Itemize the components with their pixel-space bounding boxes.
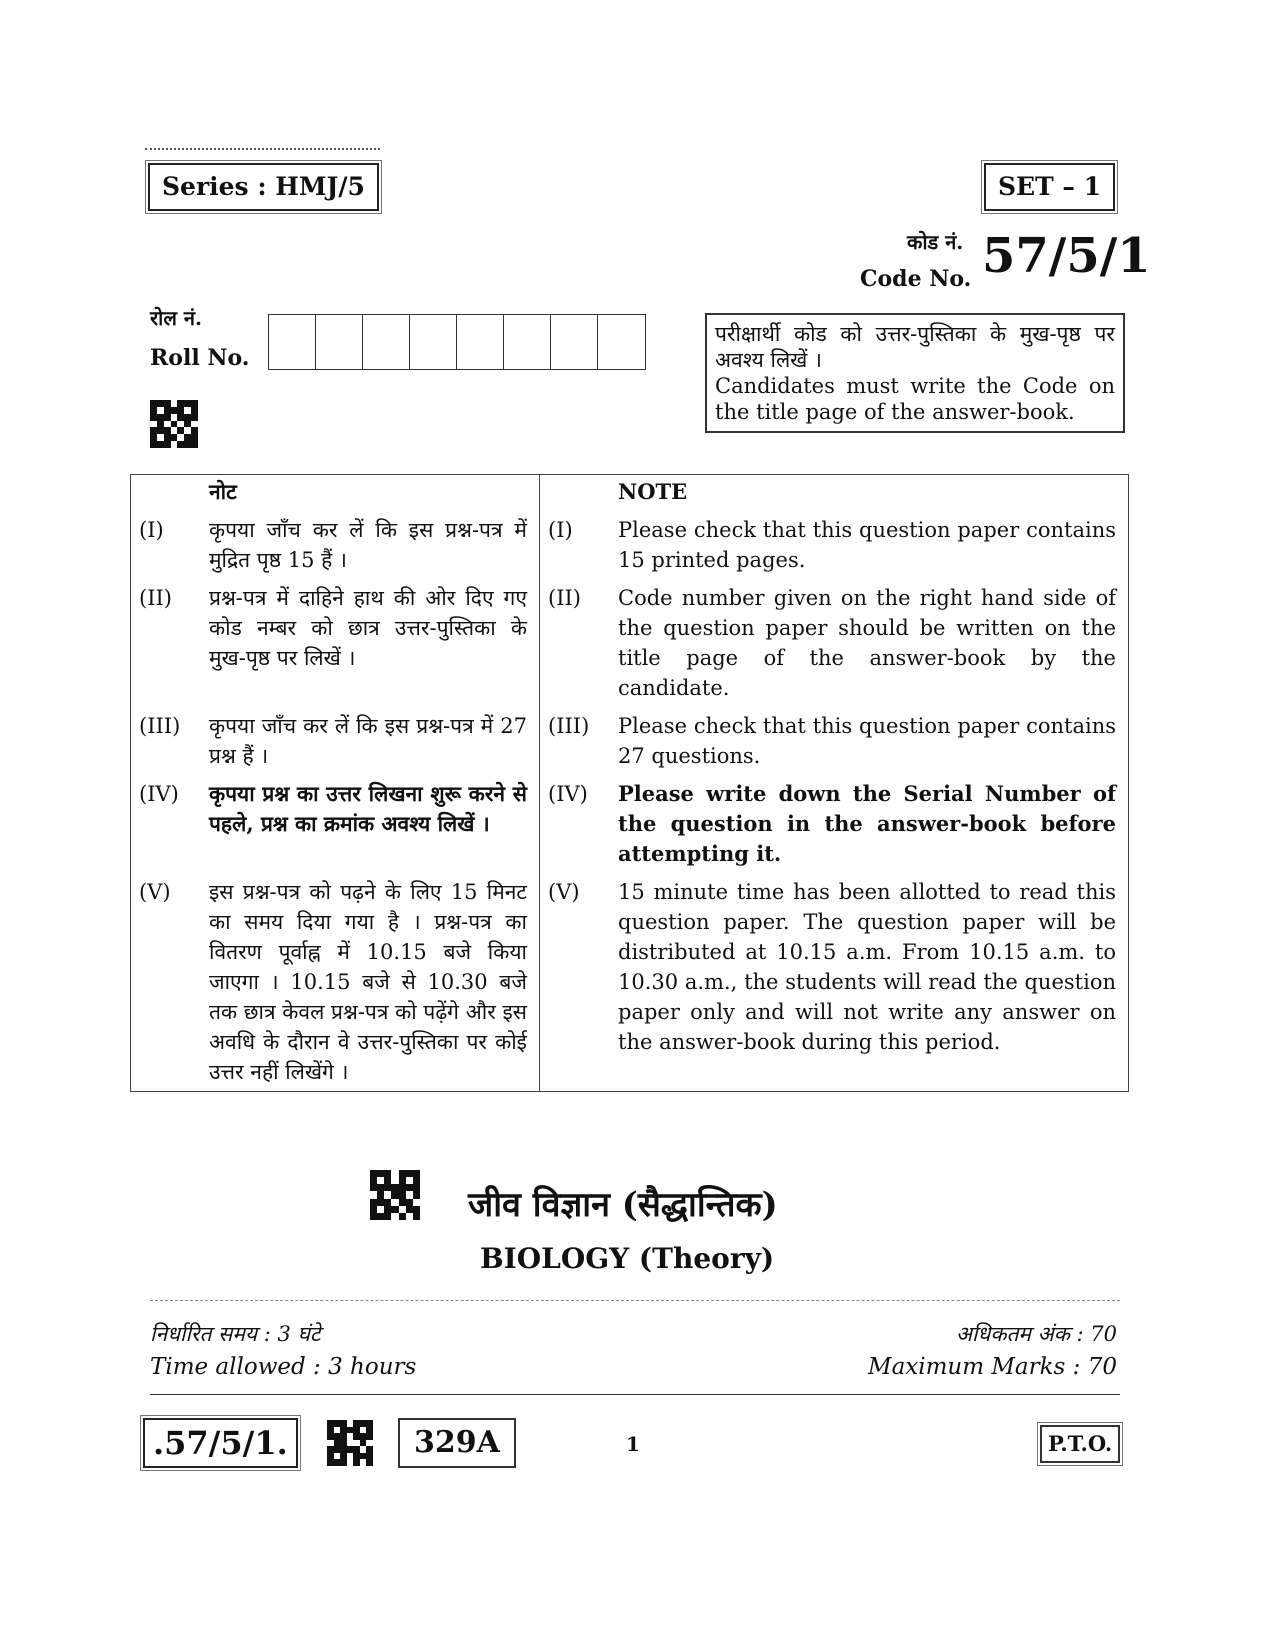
solid-divider (150, 1394, 1120, 1395)
note-text-hindi: इस प्रश्न-पत्र को पढ़ने के लिए 15 मिनट का समय दिया गया है । प्रश्न-पत्र का वितरण पूर्वाह्न में 10.15 बजे किया जाएगा । 10.15 बजे से 10.30 बजे तक छात्र केवल प्रश्न-पत्र को पढ़ेंगे और इस अवधि के दौरान वे उत्तर-पुस्तिका पर कोई उत्तर नहीं लिखेंगे । (209, 880, 527, 1084)
note-number: (IV) (540, 775, 619, 873)
note-text-hindi: कृपया जाँच कर लें कि इस प्रश्न-पत्र में मुद्रित पृष्ठ 15 हैं । (209, 518, 527, 572)
note-row (131, 707, 1129, 775)
roll-cell[interactable] (504, 315, 551, 369)
set-label: SET – 1 (984, 163, 1115, 211)
subject-title-hindi: जीव विज्ञान (सैद्धान्तिक) (468, 1185, 778, 1225)
note-text-hindi: प्रश्न-पत्र में दाहिने हाथ की ओर दिए गए कोड नम्बर को छात्र उत्तर-पुस्तिका के मुख-पृष्ठ पर लिखें । (209, 586, 527, 670)
roll-cell[interactable] (363, 315, 410, 369)
footer-paper-number: 329A (398, 1418, 516, 1468)
roll-cell[interactable] (598, 315, 645, 369)
note-number: (I) (139, 518, 164, 542)
qr-code-icon (327, 1420, 373, 1466)
roll-label-hindi: रोल नं. (150, 306, 202, 330)
note-text-english: Code number given on the right hand side of the question paper should be written on the title page of the answer-book by the candidate. (618, 586, 1116, 700)
subject-title-english: BIOLOGY (Theory) (480, 1242, 775, 1275)
note-number: (IV) (139, 782, 179, 806)
dotted-divider (150, 1300, 1120, 1301)
note-number: (I) (540, 511, 619, 579)
note-row (131, 511, 1129, 579)
time-allowed-hindi: निर्धारित समय : 3 घंटे (150, 1322, 321, 1346)
note-text-english: 15 minute time has been allotted to read this question paper. The question paper will be distributed at 10.15 a.m. From 10.15 a.m. to 10.30 a.m., the students will read the question paper only and will not write any answer on the answer-book during this period. (618, 880, 1116, 1054)
max-marks-hindi: अधिकतम अंक : 70 (955, 1322, 1117, 1346)
candidate-instruction-hindi: परीक्षार्थी कोड को उत्तर-पुस्तिका के मुख-पृष्ठ पर अवश्य लिखें । (715, 322, 1115, 372)
note-text-hindi: कृपया प्रश्न का उत्तर लिखना शुरू करने से पहले, प्रश्न का क्रमांक अवश्य लिखें । (209, 781, 527, 836)
footer-code: .57/5/1. (143, 1418, 298, 1468)
roll-cell[interactable] (316, 315, 363, 369)
time-allowed-english: Time allowed : 3 hours (150, 1354, 417, 1380)
note-number: (V) (139, 880, 171, 904)
code-label-hindi: कोड नं. (907, 230, 964, 254)
code-label-english: Code No. (860, 266, 972, 292)
qr-code-icon (370, 1170, 420, 1220)
code-number: 57/5/1 (982, 228, 1151, 284)
notes-table (130, 474, 1129, 1092)
roll-cell[interactable] (269, 315, 316, 369)
roll-number-boxes[interactable] (268, 314, 646, 370)
pto-label: P.T.O. (1040, 1425, 1120, 1463)
top-dotted-rule (145, 148, 380, 150)
page-number: 1 (626, 1432, 640, 1456)
series-label: Series : HMJ/5 (148, 163, 379, 211)
notes-header-english: NOTE (618, 479, 688, 504)
qr-code-icon (150, 400, 198, 448)
roll-cell[interactable] (551, 315, 598, 369)
note-number: (III) (540, 707, 619, 775)
note-row (131, 873, 1129, 1092)
note-text-hindi: कृपया जाँच कर लें कि इस प्रश्न-पत्र में 27 प्रश्न हैं । (209, 714, 527, 768)
note-text-english: Please check that this question paper contains 27 questions. (618, 714, 1116, 768)
max-marks-english: Maximum Marks : 70 (868, 1354, 1117, 1380)
note-number: (III) (139, 714, 181, 738)
note-row (131, 775, 1129, 873)
roll-cell[interactable] (410, 315, 457, 369)
note-number: (II) (139, 586, 172, 610)
note-number: (II) (540, 579, 619, 707)
notes-header-hindi: नोट (209, 479, 237, 504)
roll-cell[interactable] (457, 315, 504, 369)
note-text-english: Please check that this question paper contains 15 printed pages. (618, 518, 1116, 572)
candidate-instruction-box (705, 313, 1125, 433)
note-row (131, 579, 1129, 707)
roll-label-english: Roll No. (150, 345, 250, 371)
note-text-english: Please write down the Serial Number of the question in the answer-book before attempting it. (618, 781, 1116, 866)
note-number: (V) (540, 873, 619, 1092)
candidate-instruction-english: Candidates must write the Code on the title page of the answer-book. (715, 374, 1115, 424)
